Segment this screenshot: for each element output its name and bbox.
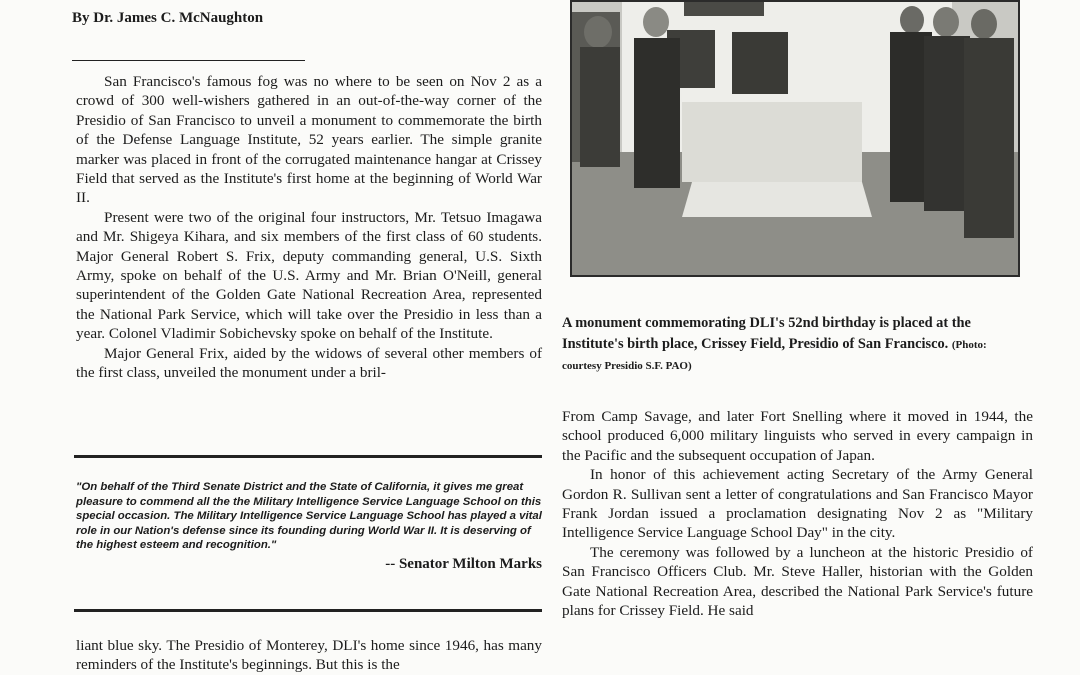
caption-credit: (Photo: courtesy Presidio S.F. PAO) [562,338,987,372]
paragraph: From Camp Savage, and later Fort Snelling where it moved in 1944, the school produced 6,000 military linguists who served in every campaign in the Pacific and the subsequent occupation of Japan. [562,408,1033,464]
monument-photo [570,0,1020,277]
photo-caption [562,313,1024,377]
byline-rule [72,60,305,61]
paragraph: liant blue sky. The Presidio of Monterey, DLI's home since 1946, has many reminders of the Institute's beginnings. But this is the [76,637,542,674]
paragraph: The ceremony was followed by a luncheon at the historic Presidio of San Francisco Officers Club. Mr. Steve Haller, historian with the Golden Gate National Recreation Area, described the National Park Service's future plans for Crissey Field. He said [562,543,1033,620]
paragraph: San Francisco's famous fog was no where to be seen on Nov 2 as a crowd of 300 well-wishers gathered in an out-of-the-way corner of the Presidio of San Francisco to unveil a monument to commemorate the birth of the Defense Language Institute, 52 years earlier. The simple granite marker was placed in front of the corrugated maintenance hangar at Crissey Field that served as the Institute's first home at the beginning of World War II. [76,73,542,207]
byline: By Dr. James C. McNaughton [72,10,264,26]
quote-rule-top [74,455,542,458]
column-1-bottom [76,636,542,675]
quote-rule-bottom [74,609,542,612]
paragraph: In honor of this achievement acting Secretary of the Army General Gordon R. Sullivan sent a letter of congratulations and San Francisco Mayor Frank Jordan issued a proclamation designating Nov 2 as "Military Intelligence Service Language School Day" in the city. [562,466,1033,542]
pull-quote [76,480,542,573]
quote-attribution: -- Senator Milton Marks [385,555,542,572]
caption-text: A monument commemorating DLI's 52nd birthday is placed at the Institute's birth place, Crissey Field, Presidio of San Francisco. [562,315,971,352]
photo-illustration [572,2,1018,275]
paragraph: Major General Frix, aided by the widows of several other members of the first class, unveiled the monument under a bril- [76,344,542,382]
column-1-top [76,72,542,383]
quote-text: "On behalf of the Third Senate District and the State of California, it gives me great pleasure to commend all the the Military Intelligence Service Language School on this special occasion. The Military Intelligence Service Language School has played a vital role in our Nation's defense since its founding during World War II. It is deserving of the highest esteem and recognition." [76,481,542,552]
column-2 [562,407,1033,620]
paragraph: Present were two of the original four instructors, Mr. Tetsuo Imagawa and Mr. Shigeya Kihara, and six members of the first class of 60 students. Major General Robert S. Frix, deputy commanding general, U.S. Sixth Army, spoke on behalf of the U.S. Army and Mr. Brian O'Neill, general superintendent of the Golden Gate National Recreation Area, represented the National Park Service, which will take over the Presidio in less than a year. Colonel Vladimir Sobichevsky spoke on behalf of the Institute. [76,208,542,343]
